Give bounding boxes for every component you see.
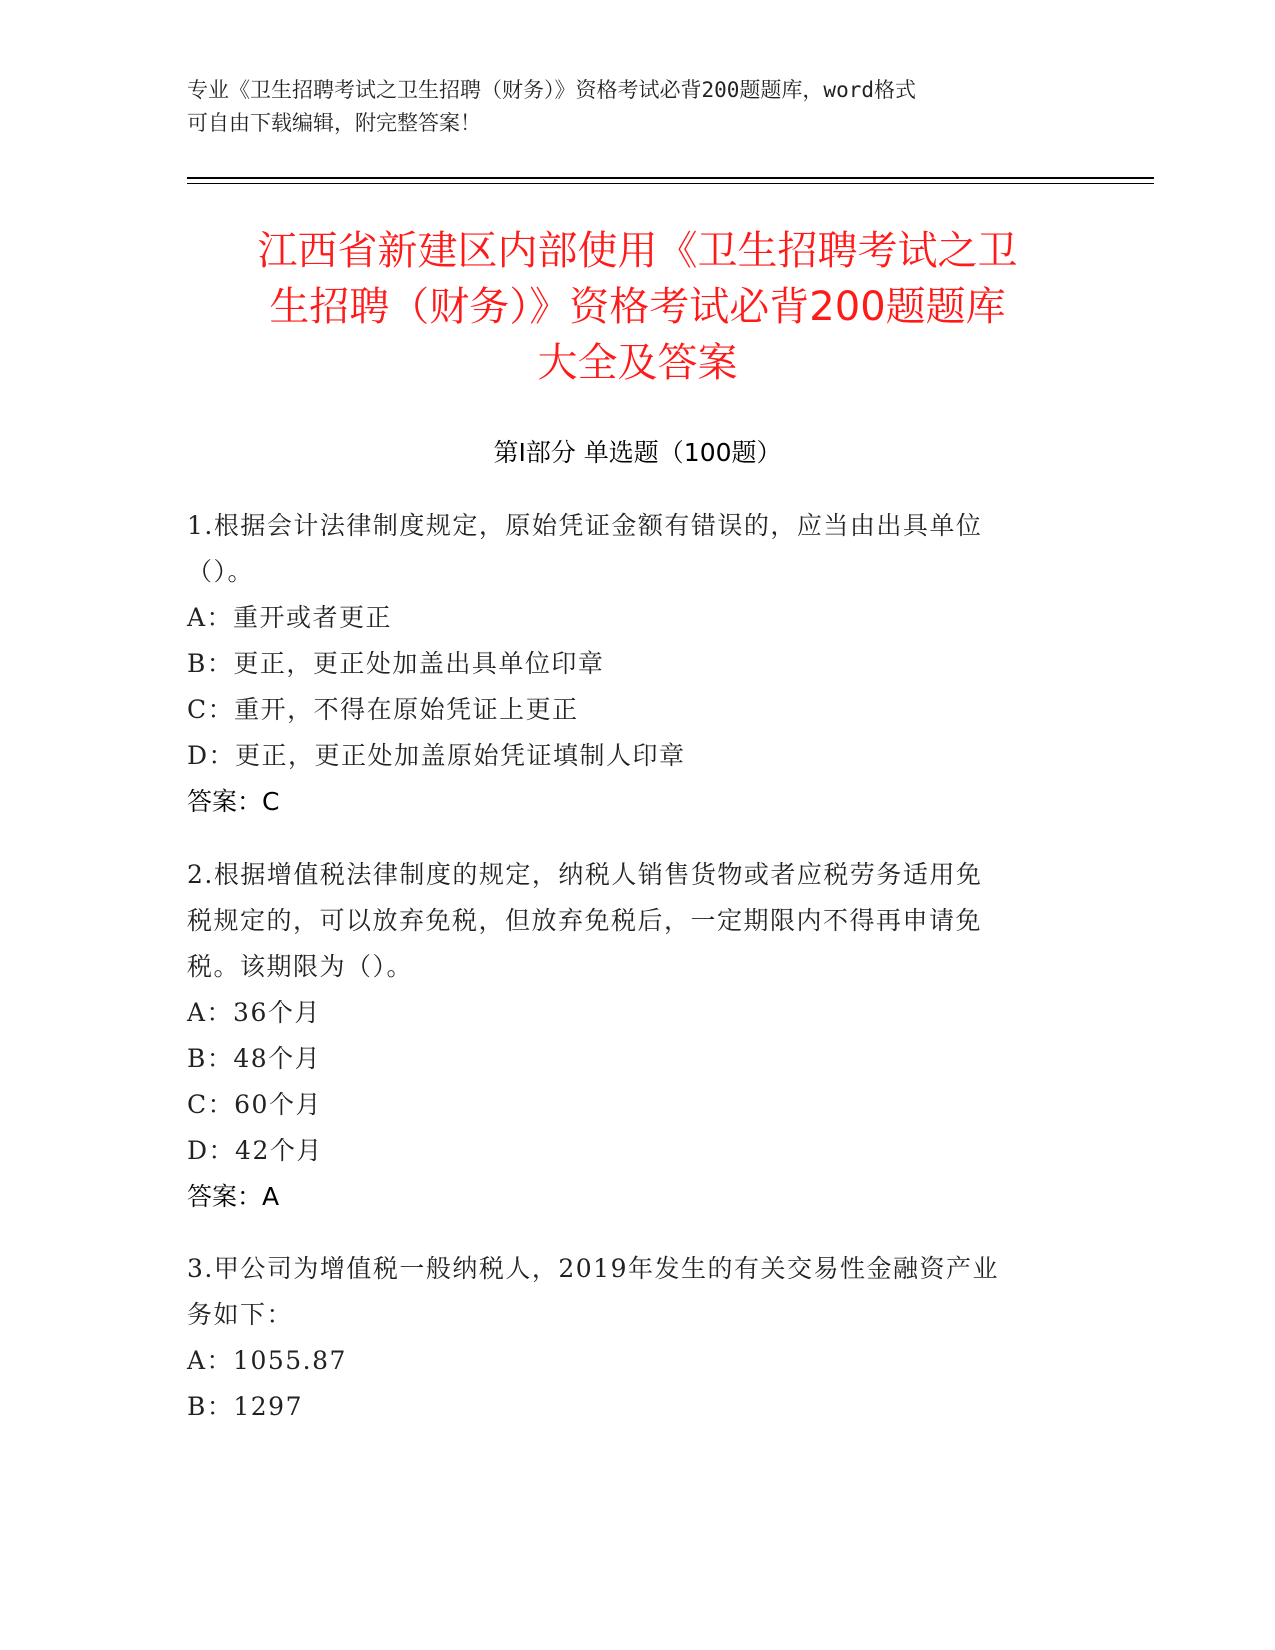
question-1 xyxy=(187,503,1067,825)
option-b: B：1297 xyxy=(187,1392,303,1421)
answer: 答案：A xyxy=(187,1182,280,1211)
intro-text xyxy=(187,74,1067,140)
question-stem xyxy=(187,1246,1067,1338)
stem-line: 2.根据增值税法律制度的规定，纳税人销售货物或者应税劳务适用免 xyxy=(187,860,983,889)
option-a: A：重开或者更正 xyxy=(187,603,393,632)
document-title xyxy=(150,223,1125,391)
stem-line: （）。 xyxy=(187,557,255,586)
stem-line: 3.甲公司为增值税一般纳税人，2019年发生的有关交易性金融资产业 xyxy=(187,1254,999,1283)
stem-line: 税规定的，可以放弃免税，但放弃免税后，一定期限内不得再申请免 xyxy=(187,906,983,935)
option-c: C：60个月 xyxy=(187,1090,322,1119)
stem-line: 税。该期限为（）。 xyxy=(187,952,414,981)
option-b: B：更正，更正处加盖出具单位印章 xyxy=(187,649,605,678)
option-d: D：更正，更正处加盖原始凭证填制人印章 xyxy=(187,741,686,770)
title-line: 生招聘（财务）》资格考试必背200题题库 xyxy=(269,284,1006,330)
question-stem xyxy=(187,503,1067,595)
option-d: D：42个月 xyxy=(187,1136,323,1165)
question-2 xyxy=(187,852,1067,1220)
intro-line: 专业《卫生招聘考试之卫生招聘（财务）》资格考试必背200题题库，word格式 xyxy=(187,78,916,102)
stem-line: 1.根据会计法律制度规定，原始凭证金额有错误的，应当由出具单位 xyxy=(187,511,983,540)
option-a: A：1055.87 xyxy=(187,1346,347,1375)
question-stem xyxy=(187,852,1067,990)
option-a: A：36个月 xyxy=(187,998,321,1027)
option-c: C：重开，不得在原始凭证上更正 xyxy=(187,695,579,724)
title-line: 大全及答案 xyxy=(537,340,738,386)
header-divider-thin xyxy=(187,183,1154,184)
answer: 答案：C xyxy=(187,787,280,816)
stem-line: 务如下： xyxy=(187,1300,294,1329)
section-heading: 第Ⅰ部分 单选题（100题） xyxy=(493,438,782,467)
option-b: B：48个月 xyxy=(187,1044,322,1073)
question-3 xyxy=(187,1246,1067,1430)
intro-line: 可自由下载编辑，附完整答案！ xyxy=(187,111,481,135)
title-line: 江西省新建区内部使用《卫生招聘考试之卫 xyxy=(257,228,1018,274)
header-divider-thick xyxy=(187,177,1154,179)
